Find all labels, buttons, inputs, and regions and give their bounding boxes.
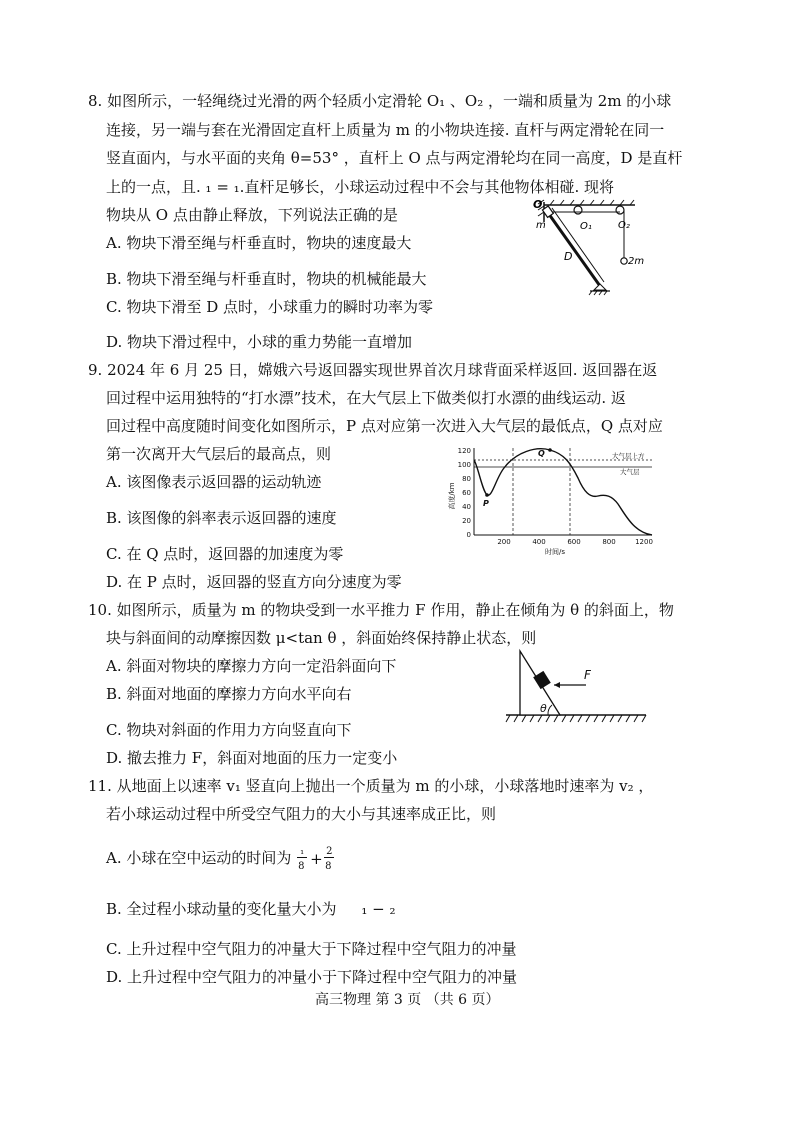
q9-option-b: B. 该图像的斜率表示返回器的速度	[106, 509, 337, 527]
plus-sign: +	[310, 850, 323, 868]
xtick-400: 400	[532, 538, 546, 546]
q11-option-b	[106, 899, 395, 919]
q8-line-3: 竖直面内，与水平面的夹角 θ=53° ，直杆上 O 点与两定滑轮均在同一高度，D 是直杆	[106, 149, 683, 167]
q11-option-c: C. 上升过程中空气阻力的冲量大于下降过程中空气阻力的冲量	[106, 940, 517, 958]
label-2m: 2m	[628, 256, 645, 267]
x-axis-label: 时间/s	[544, 548, 566, 556]
label-o: O	[533, 198, 543, 211]
q10-line-1: 10. 如图所示，质量为 m 的物块受到一水平推力 F 作用，静止在倾角为 θ 的斜面上，物	[88, 601, 674, 619]
q8-line-5: 物块从 O 点由静止释放，下列说法正确的是	[106, 206, 398, 224]
q9-option-c: C. 在 Q 点时，返回器的加速度为零	[106, 545, 344, 563]
frac1-num: ₁	[300, 846, 305, 857]
q8-line-2: 连接，另一端与套在光滑固定直杆上质量为 m 的小物块连接. 直杆与两定滑轮在同一	[106, 121, 665, 139]
ytick-120: 120	[457, 447, 471, 455]
q11-option-b-text: B. 全过程小球动量的变化量大小为	[106, 900, 337, 918]
q8-option-b: B. 物块下滑至绳与杆垂直时，物块的机械能最大	[106, 270, 427, 288]
xtick-600: 600	[567, 538, 581, 546]
label-q: Q	[538, 449, 545, 458]
q9-option-d: D. 在 P 点时，返回器的竖直方向分速度为零	[106, 573, 402, 591]
q10-option-c: C. 物块对斜面的作用力方向竖直向下	[106, 721, 352, 739]
q9-option-a: A. 该图像表示返回器的运动轨迹	[106, 473, 322, 491]
xtick-800: 800	[602, 538, 616, 546]
altitude-time-graph	[440, 440, 660, 558]
label-theta: θ	[540, 702, 547, 715]
label-f: F	[584, 668, 591, 682]
xtick-200: 200	[497, 538, 511, 546]
q11-line-2: 若小球运动过程中所受空气阻力的大小与其速率成正比，则	[106, 805, 497, 823]
ytick-20: 20	[462, 517, 471, 525]
label-m: m	[536, 220, 546, 231]
q10-option-a: A. 斜面对物块的摩擦力方向一定沿斜面向下	[106, 657, 397, 675]
q8-line-1: 8. 如图所示，一轻绳绕过光滑的两个轻质小定滑轮 O₁ 、O₂ ，一端和质量为 2m 的小球	[88, 92, 672, 110]
y-axis-label: 高度/km	[448, 482, 456, 510]
q9-line-2: 回过程中运用独特的“打水漂”技术，在大气层上下做类似打水漂的曲线运动. 返	[106, 389, 626, 407]
xtick-1200: 1200	[635, 538, 653, 546]
ytick-0: 0	[466, 531, 471, 539]
ytick-60: 60	[462, 489, 471, 497]
q9-line-4: 第一次离开大气层后的最高点，则	[106, 445, 332, 463]
q10-option-d: D. 撤去推力 F，斜面对地面的压力一定变小	[106, 749, 398, 767]
ytick-40: 40	[462, 503, 471, 511]
q10-option-b: B. 斜面对地面的摩擦力方向水平向右	[106, 685, 352, 703]
incline-figure	[500, 645, 650, 727]
q11-option-d: D. 上升过程中空气阻力的冲量小于下降过程中空气阻力的冲量	[106, 968, 518, 986]
label-above-atmosphere: 大气层上方	[612, 452, 645, 460]
pulley-rod-figure	[530, 198, 650, 298]
ytick-100: 100	[457, 461, 471, 469]
label-o2: O₂	[618, 220, 630, 231]
page-footer: 高三物理 第 3 页 （共 6 页）	[315, 992, 500, 1008]
q11-line-1: 11. 从地面上以速率 v₁ 竖直向上抛出一个质量为 m 的小球，小球落地时速率为 v₂ ，	[88, 777, 654, 795]
q10-line-2: 块与斜面间的动摩擦因数 μ<tan θ ，斜面始终保持静止状态，则	[106, 629, 537, 647]
frac1-den: 8	[298, 861, 305, 872]
label-p: P	[483, 499, 489, 508]
q11-option-a-text: A. 小球在空中运动的时间为	[106, 849, 292, 867]
q9-line-3: 回过程中高度随时间变化如图所示，P 点对应第一次进入大气层的最低点，Q 点对应	[106, 417, 663, 435]
q8-option-d: D. 物块下滑过程中，小球的重力势能一直增加	[106, 333, 413, 351]
q11-option-b-expr: ₁ − ₂	[361, 900, 396, 918]
q8-line-4: 上的一点，且. ₁ = ₁.直杆足够长，小球运动过程中不会与其他物体相碰. 现将	[106, 178, 614, 196]
q8-option-c: C. 物块下滑至 D 点时，小球重力的瞬时功率为零	[106, 298, 434, 316]
label-o1: O₁	[580, 221, 592, 232]
ytick-80: 80	[462, 475, 471, 483]
frac2-num: 2	[326, 846, 333, 857]
q8-option-a: A. 物块下滑至绳与杆垂直时，物块的速度最大	[106, 234, 412, 252]
label-d: D	[564, 250, 573, 263]
frac2-den: 8	[325, 861, 332, 872]
q11-option-a-formula	[296, 846, 340, 872]
q11-option-a	[106, 846, 340, 872]
label-atmosphere: 大气层	[620, 468, 640, 476]
q9-line-1: 9. 2024 年 6 月 25 日，嫦娥六号返回器实现世界首次月球背面采样返回. 返回器在返	[88, 361, 658, 379]
